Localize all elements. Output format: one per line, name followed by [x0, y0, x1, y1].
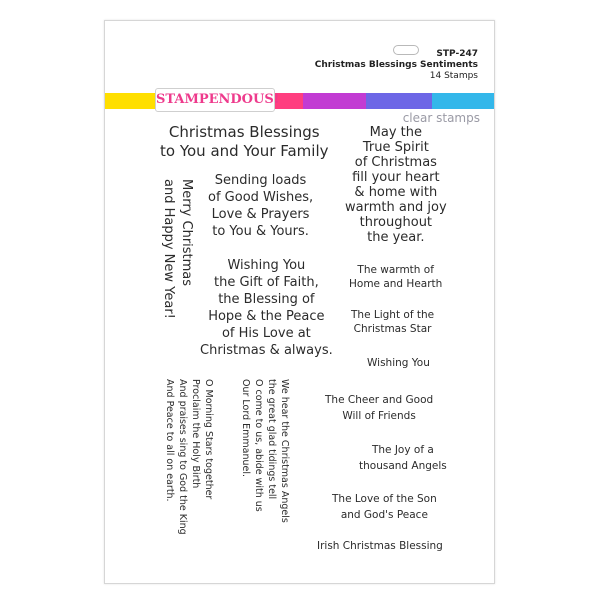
stamp-line: The Cheer and Good [325, 394, 434, 406]
stamp-line: fill your heart [352, 170, 440, 185]
stamp-line: to You and Your Family [160, 142, 329, 160]
stamp-morning-stars [163, 379, 215, 535]
stamp-christmas-angels [239, 379, 291, 523]
product-type: clear stamps [402, 111, 480, 125]
stamp-line: Proclaim the Holy Birth [190, 379, 201, 489]
stamp-line: of Christmas [354, 155, 437, 170]
stamp-line: Home and Hearth [349, 278, 443, 290]
stamp-line: the great glad tidings tell [266, 379, 277, 500]
stamp-line: Christmas Star [353, 323, 432, 335]
stamp-merry-christmas [159, 179, 195, 319]
stamp-sending-loads [208, 172, 313, 240]
stamp-line: Wishing You [367, 357, 430, 369]
stamp-line: Hope & the Peace [208, 309, 325, 324]
stamp-line: The Love of the Son [332, 493, 437, 505]
stamp-line: & home with [354, 185, 438, 200]
stamp-irish-blessing [317, 539, 443, 553]
stamp-line: the Blessing of [218, 292, 315, 307]
stamp-line: of His Love at [221, 326, 311, 341]
stamp-package-card [104, 20, 495, 584]
stamp-line: Merry Christmas [179, 179, 194, 287]
stamp-line: the Gift of Faith, [214, 275, 319, 290]
stamp-count: 14 Stamps [429, 71, 478, 81]
stripe-band [432, 93, 494, 109]
stamp-line: O come to us, abide with us [253, 379, 264, 512]
stamp-cheer-and-good-will [325, 392, 433, 424]
stamp-line: And Peace to all on earth. [164, 379, 175, 502]
stamp-wishing-you [367, 356, 430, 370]
product-title: Christmas Blessings Sentiments [314, 60, 478, 70]
stamp-line: Christmas & always. [200, 343, 333, 358]
stamp-line: warmth and joy [345, 200, 447, 215]
stamp-gift-of-faith [200, 257, 333, 359]
stamp-line: and Happy New Year! [161, 179, 176, 319]
stamp-line: And praises sing to God the King [177, 379, 188, 535]
stamp-line: The Light of the [351, 309, 435, 321]
stamp-line: the year. [367, 230, 425, 245]
stamp-love-of-the-son [332, 491, 437, 523]
stamp-line: Love & Prayers [211, 207, 310, 222]
stamp-line: The Joy of a [371, 444, 434, 456]
stamp-line: Our Lord Emmanuel. [240, 379, 251, 478]
brand-logo: STAMPENDOUS! [155, 88, 275, 112]
stamp-line: throughout [359, 215, 433, 230]
stamp-line: and God's Peace [340, 509, 428, 521]
stamp-line: O Morning Stars together [203, 379, 214, 500]
stamp-line: Christmas Blessings [168, 123, 320, 141]
product-info [315, 49, 478, 82]
stamp-line: of Good Wishes, [208, 190, 314, 205]
stripe-band [303, 93, 365, 109]
stamp-line: We hear the Christmas Angels [279, 379, 290, 523]
stamp-christmas-star [351, 308, 434, 336]
stamp-line: The warmth of [357, 264, 434, 276]
stamp-line: Irish Christmas Blessing [317, 540, 443, 552]
product-sku: STP-247 [436, 49, 478, 59]
stamp-thousand-angels [359, 442, 447, 474]
stamp-line: thousand Angels [359, 460, 447, 472]
stamp-home-and-hearth [349, 263, 442, 291]
stamp-line: to You & Yours. [212, 224, 309, 239]
stripe-band [366, 93, 432, 109]
stamp-line: Wishing You [227, 258, 306, 273]
stamp-christmas-blessings [160, 123, 329, 161]
stamp-line: Sending loads [214, 173, 307, 188]
stamp-line: True Spirit [362, 140, 429, 155]
stamp-line: May the [369, 125, 423, 140]
stamp-true-spirit [345, 125, 447, 245]
stamp-line: Will of Friends [342, 410, 416, 422]
